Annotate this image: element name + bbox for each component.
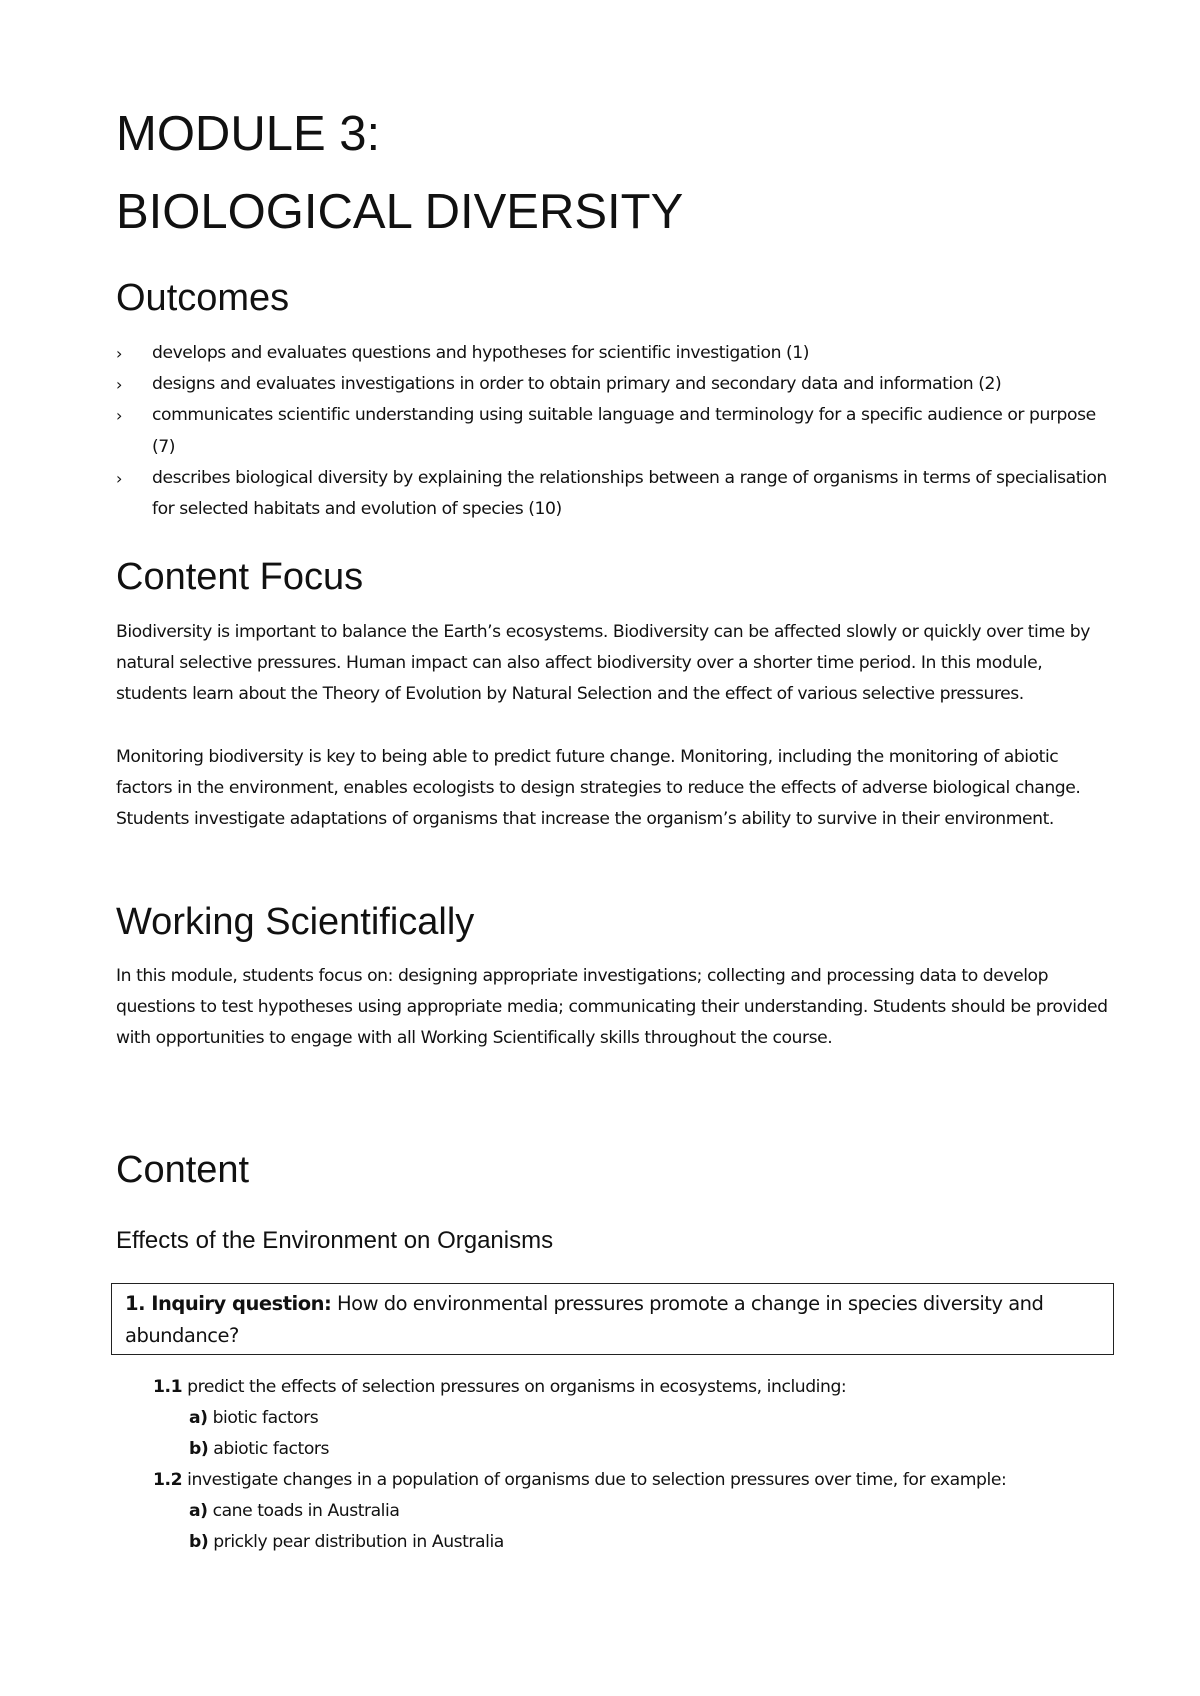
subitem-letter: b) bbox=[189, 1439, 209, 1459]
subitem-text: cane toads in Australia bbox=[212, 1501, 400, 1521]
content-subheading: Effects of the Environment on Organisms bbox=[116, 1227, 554, 1254]
item-number: 1.2 bbox=[153, 1470, 183, 1490]
subitem-letter: a) bbox=[189, 1408, 208, 1428]
inquiry-question: How do environmental pressures promote a change in species diversity and abundance? bbox=[125, 1292, 1044, 1347]
outcome-text: develops and evaluates questions and hypotheses for scientific investigation (1) bbox=[152, 343, 810, 363]
content-focus-paragraph-2: Monitoring biodiversity is key to being able to predict future change. Monitoring, including the monitoring of abiotic factors in the environment, enables ecologists to design strategies to reduce the effects of adverse biological change. Students investigate adaptations of organisms that increase the organism’s ability to survive in their environment. bbox=[116, 747, 1081, 830]
content-heading: Content bbox=[116, 1149, 250, 1191]
outcomes-heading: Outcomes bbox=[116, 277, 290, 319]
bullet-icon: › bbox=[116, 468, 122, 488]
list-item bbox=[116, 1372, 1116, 1403]
module-subtitle: BIOLOGICAL DIVERSITY bbox=[116, 185, 684, 239]
inquiry-question-box bbox=[111, 1283, 1114, 1355]
outcome-text: designs and evaluates investigations in order to obtain primary and secondary data and information (2) bbox=[152, 374, 1002, 395]
subitem-text: biotic factors bbox=[212, 1408, 319, 1428]
working-scientifically-heading: Working Scientifically bbox=[116, 901, 475, 943]
list-item bbox=[116, 463, 1116, 525]
subitem-text: prickly pear distribution in Australia bbox=[213, 1532, 504, 1552]
subitem-text: abiotic factors bbox=[213, 1439, 330, 1459]
list-item bbox=[116, 338, 1116, 369]
outcome-text: communicates scientific understanding using suitable language and terminology for a specific audience or purpose (7) bbox=[152, 405, 1096, 457]
list-item bbox=[116, 1403, 1116, 1434]
bullet-icon: › bbox=[116, 406, 122, 426]
content-focus-paragraph-1: Biodiversity is important to balance the Earth’s ecosystems. Biodiversity can be affected slowly or quickly over time by natural selective pressures. Human impact can also affect biodiversity over a shorter time period. In this module, students learn about the Theory of Evolution by Natural Selection and the effect of various selective pressures. bbox=[116, 622, 1090, 705]
subitem-letter: a) bbox=[189, 1501, 208, 1521]
outcomes-list bbox=[116, 338, 1116, 525]
list-item bbox=[116, 400, 1116, 462]
item-number: 1.1 bbox=[153, 1377, 183, 1397]
working-scientifically-paragraph: In this module, students focus on: designing appropriate investigations; collecting and processing data to develop questions to test hypotheses using appropriate media; communicating their understanding. Students should be provided with opportunities to engage with all Working Scientifically skills throughout the course. bbox=[116, 966, 1108, 1049]
bullet-icon: › bbox=[116, 375, 122, 395]
inquiry-label: 1. Inquiry question: bbox=[125, 1292, 332, 1315]
list-item bbox=[116, 1496, 1116, 1527]
bullet-icon: › bbox=[116, 344, 122, 363]
outcome-text: describes biological diversity by explaining the relationships between a range of organisms in terms of specialisation for selected habitats and evolution of species (10) bbox=[152, 467, 1107, 520]
module-title: MODULE 3: bbox=[116, 107, 381, 161]
content-items bbox=[116, 1372, 1116, 1558]
list-item bbox=[116, 1434, 1116, 1465]
list-item bbox=[116, 1465, 1116, 1496]
list-item bbox=[116, 1527, 1116, 1558]
item-text: investigate changes in a population of organisms due to selection pressures over time, for example: bbox=[187, 1470, 1007, 1490]
list-item bbox=[116, 369, 1116, 400]
content-focus-heading: Content Focus bbox=[116, 556, 364, 598]
subitem-letter: b) bbox=[189, 1532, 209, 1552]
item-text: predict the effects of selection pressures on organisms in ecosystems, including: bbox=[187, 1377, 847, 1397]
